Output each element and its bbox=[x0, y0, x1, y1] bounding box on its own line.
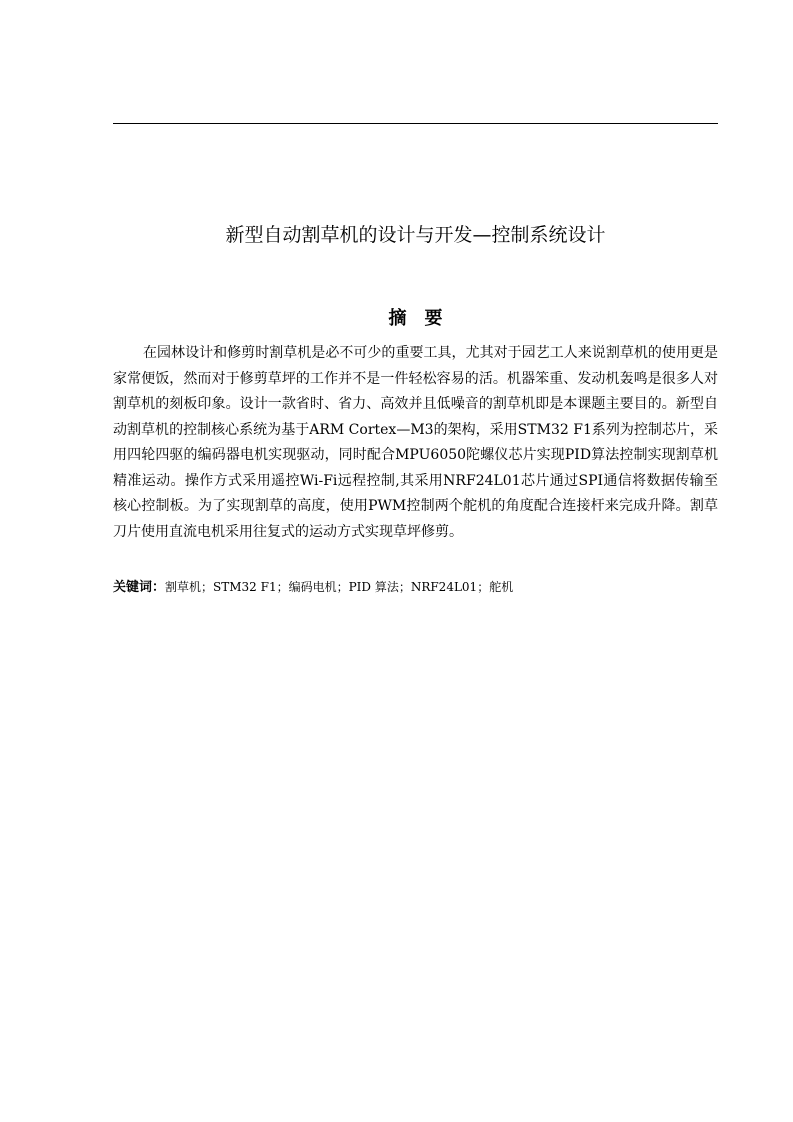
document-title: 新型自动割草机的设计与开发—控制系统设计 bbox=[225, 224, 606, 246]
keywords-line bbox=[113, 577, 718, 598]
header-rule bbox=[113, 123, 718, 124]
abstract-heading: 摘要 bbox=[388, 308, 461, 329]
keywords-text: 割草机；STM32 F1；编码电机；PID 算法；NRF24L01；舵机 bbox=[165, 580, 514, 594]
keywords-label: 关键词： bbox=[113, 580, 166, 595]
abstract-body: 在园林设计和修剪时割草机是必不可少的重要工具，尤其对于园艺工人来说割草机的使用更是家常便饭，然而对于修剪草坪的工作并不是一件轻松容易的活。机器笨重、发动机轰鸣是很多人对割草机的刻板印象。设计一款省时、省力、高效并且低噪音的割草机即是本课题主要目的。新型自动割草机的控制核心系统为基于ARM Cortex—M3的架构，采用STM32 F1系列为控制芯片，采用四轮四驱的编码器电机实现驱动，同时配合MPU6050陀螺仪芯片实现PID算法控制实现割草机精准运动。操作方式采用遥控Wi-Fi远程控制,其采用NRF24L01芯片通过SPI通信将数据传输至核心控制板。为了实现割草的高度，使用PWM控制两个舵机的角度配合连接杆来完成升降。割草刀片使用直流电机采用往复式的运动方式实现草坪修剪。 bbox=[113, 345, 718, 540]
